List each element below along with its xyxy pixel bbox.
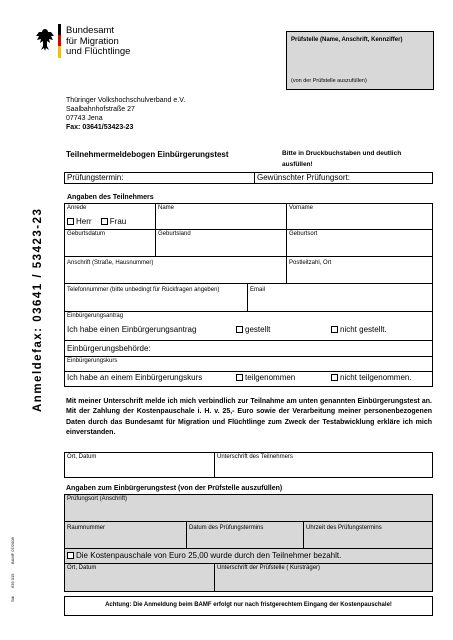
test-location-field[interactable]: Prüfungsort (Anschrift) [67,496,128,502]
birthcountry-field[interactable]: Geburtsland [158,231,191,237]
form-instruction: Bitte in Druckbuchstaben und deutlich ausfüllen! [282,150,402,168]
phone-field[interactable]: Telefonnummer (bitte unbedingt für Rückfragen angeben) [67,287,220,293]
naturalization-app-label: Einbürgerungsantrag [67,313,124,319]
footer-notice: Achtung: Die Anmeldung beim BAMF erfolgt nur nach fristgerechtem Eingang der Kostenpauschale! [105,602,392,608]
participant-signature-field[interactable]: Unterschrift des Teilnehmers [217,454,293,460]
app-filed-checkbox[interactable] [236,326,243,333]
federal-eagle-logo [34,26,56,54]
test-section-table [64,494,433,592]
course-not-attended-checkbox[interactable] [331,374,338,381]
naturalization-app-row: Ich habe einen Einbürgerungsantrag gestellt nicht gestellt. [67,325,387,334]
margin-code-stk: Stk [10,596,15,602]
address-field[interactable]: Anschrift (Straße, Hausnummer) [67,260,154,266]
agency-name: Bundesamt für Migration und Flüchtlinge [66,25,131,57]
app-not-filed-checkbox[interactable] [331,326,338,333]
course-attended-checkbox[interactable] [236,374,243,381]
fax-side-label: Anmeldefax: 03641 / 53423-23 [32,207,44,412]
recipient-address: Thüringer Volkshochschulverband e.V. Saalbahnhofstraße 27 07743 Jena Fax: 03641/53423-23 [66,97,186,131]
test-date-field[interactable]: Prüfungstermin: [67,173,124,182]
form-title: Teilnehmermeldebogen Einbürgerungstest [66,150,229,159]
logo-color-bar [58,24,61,58]
birthplace-field[interactable]: Geburtsort [289,231,318,237]
room-number-field[interactable]: Raumnummer [67,525,106,531]
margin-code-number: 635 015 [10,573,15,588]
herr-label: Herr [76,217,92,226]
herr-checkbox[interactable] [67,218,74,225]
birthdate-field[interactable]: Geburtsdatum [67,231,106,237]
name-field[interactable]: Name [158,205,175,211]
fee-paid-checkbox[interactable] [67,552,74,559]
desired-location-field[interactable]: Gewünschter Prüfungsort: [257,173,350,182]
prufstelle-box[interactable] [286,31,434,90]
participant-place-date-field[interactable]: Ort, Datum [67,454,97,460]
frau-checkbox[interactable] [101,218,108,225]
office-signature-field[interactable]: Unterschrift der Prüfstelle ( Kursträger) [217,565,321,571]
course-label: Einbürgerungskurs [67,358,118,364]
salutation-field: Anrede [67,205,87,211]
zip-city-field[interactable]: Postleitzahl, Ort [289,260,332,266]
margin-code-bamf: BAMF 07/2008 [10,537,15,564]
fee-paid-row: Die Kostenpauschale von Euro 25,00 wurde durch den Teilnehmer bezahlt. [67,551,341,560]
salutation-options [67,217,126,226]
prufstelle-box-title: Prüfstelle (Name, Anschrift, Kennziffer) [291,37,403,43]
firstname-field[interactable]: Vorname [289,205,314,211]
course-row: Ich habe an einem Einbürgerungskurs teilgenommen nicht teilgenommen. [67,373,412,382]
declaration-text: Mit meiner Unterschrift melde ich mich verbindlich zur Teilnahme am unten genannten Einbürgerungstest an. Mit der Zahlung der Kostenpauschale i. H. v. 25,- Euro sowie der Verarbeitung meiner personenbezogenen Daten durch das Bundesamt für Migration und Flüchtlinge zum Zweck der Testabwicklung erkläre ich mich einverstanden. [66,398,432,437]
participant-section-title: Angaben des Teilnehmers [67,194,154,201]
authority-field[interactable]: Einbürgerungsbehörde: [67,344,151,353]
office-place-date-field[interactable]: Ort, Datum [67,565,97,571]
frau-label: Frau [109,217,127,226]
test-time-field[interactable]: Uhrzeit des Prüfungstermins [306,525,382,531]
test-section-title: Angaben zum Einbürgerungstest (von der Prüfstelle auszufüllen) [66,485,283,492]
test-date-office-field[interactable]: Datum des Prüfungstermins [189,525,264,531]
email-field[interactable]: Email [250,287,266,293]
prufstelle-box-note: (von der Prüfstelle auszufüllen) [291,78,367,84]
